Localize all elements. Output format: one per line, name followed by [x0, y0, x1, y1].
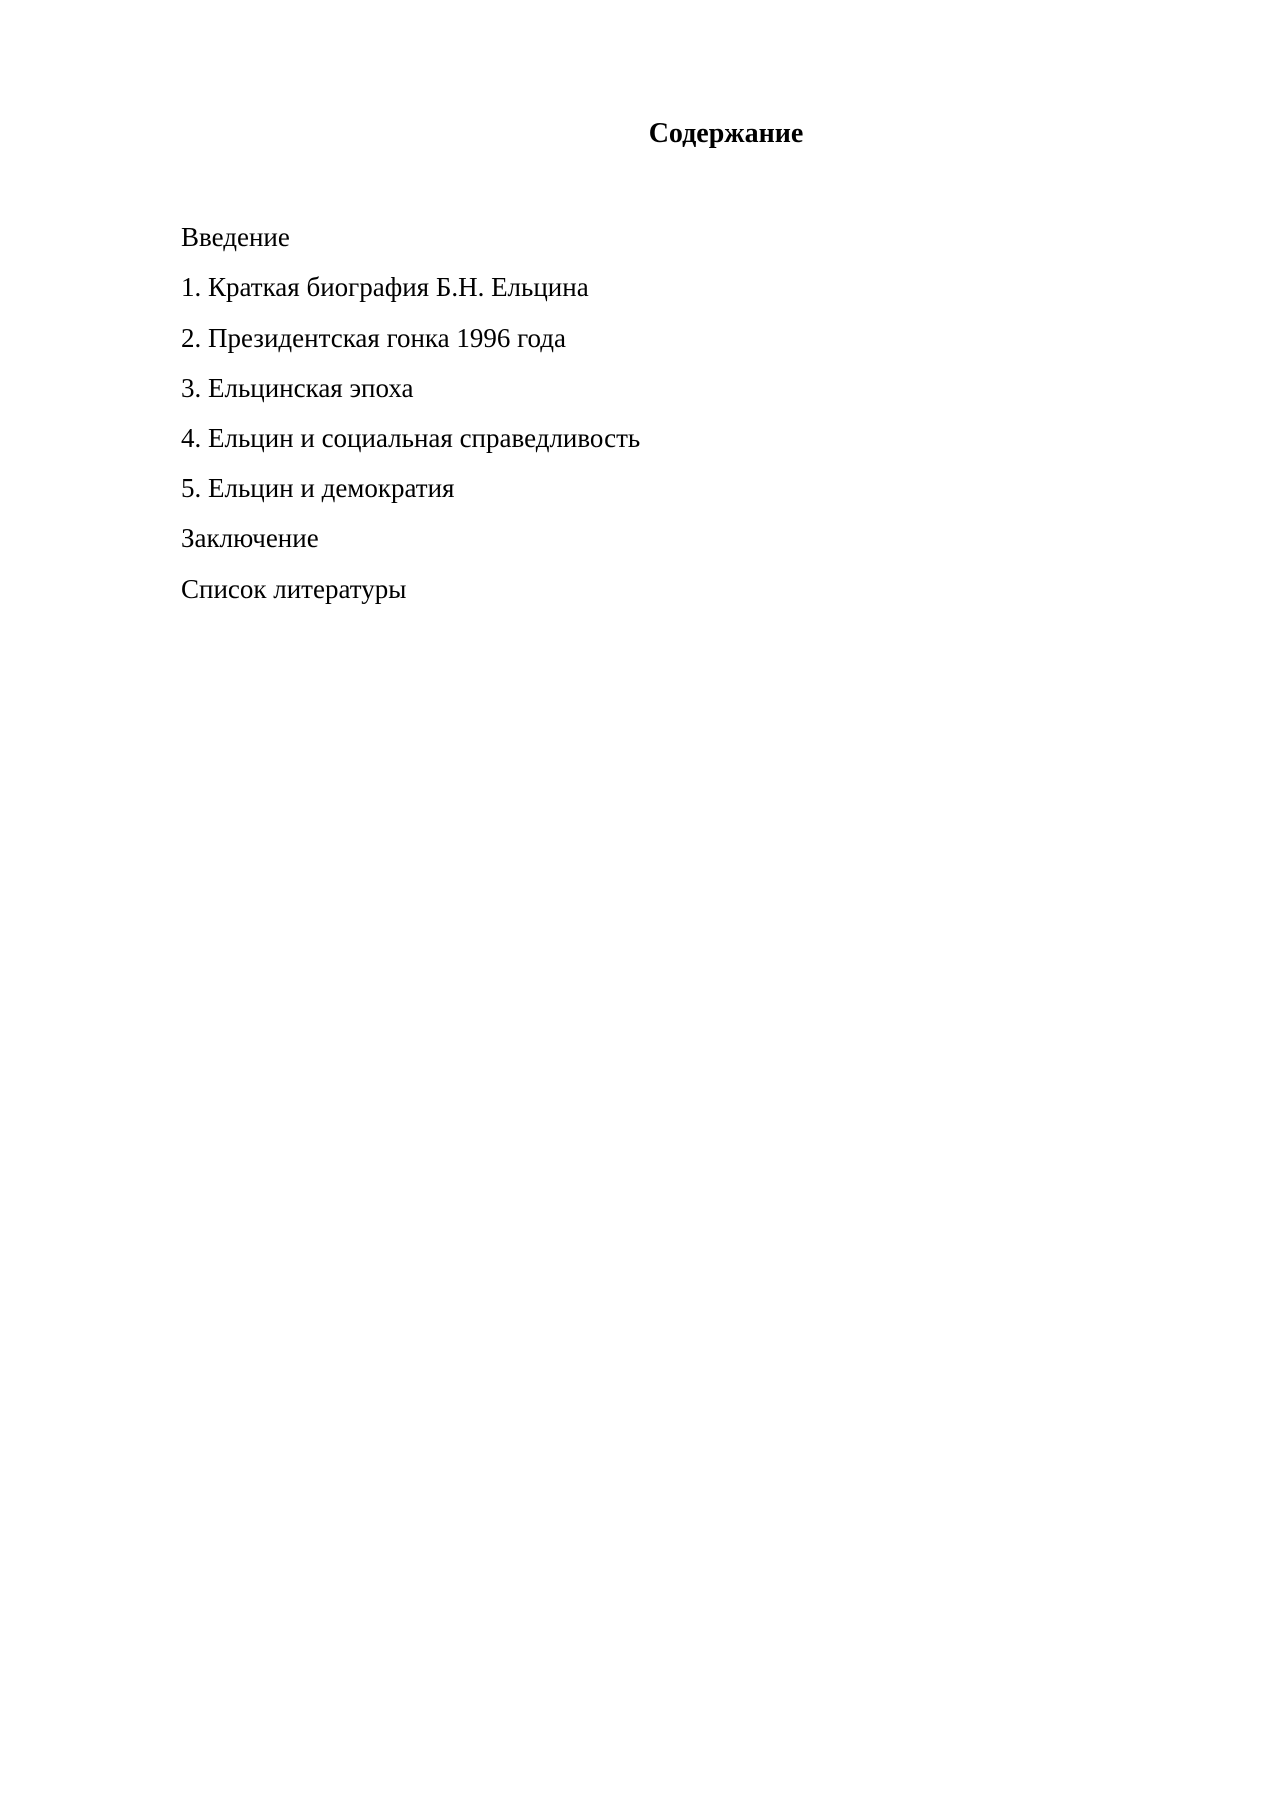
- toc-item-yeltsin-era: 3. Ельцинская эпоха: [181, 373, 414, 403]
- toc-item-conclusion: Заключение: [181, 523, 319, 553]
- toc-item-social-justice: 4. Ельцин и социальная справедливость: [181, 423, 641, 453]
- toc-item-bibliography: Список литературы: [181, 574, 407, 604]
- toc-item-election-1996: 2. Президентская гонка 1996 года: [181, 323, 566, 353]
- toc-item-democracy: 5. Ельцин и демократия: [181, 473, 455, 503]
- toc-item-biography: 1. Краткая биография Б.Н. Ельцина: [181, 272, 589, 302]
- toc-item-introduction: Введение: [181, 222, 290, 252]
- page-title: Содержание: [648, 118, 804, 149]
